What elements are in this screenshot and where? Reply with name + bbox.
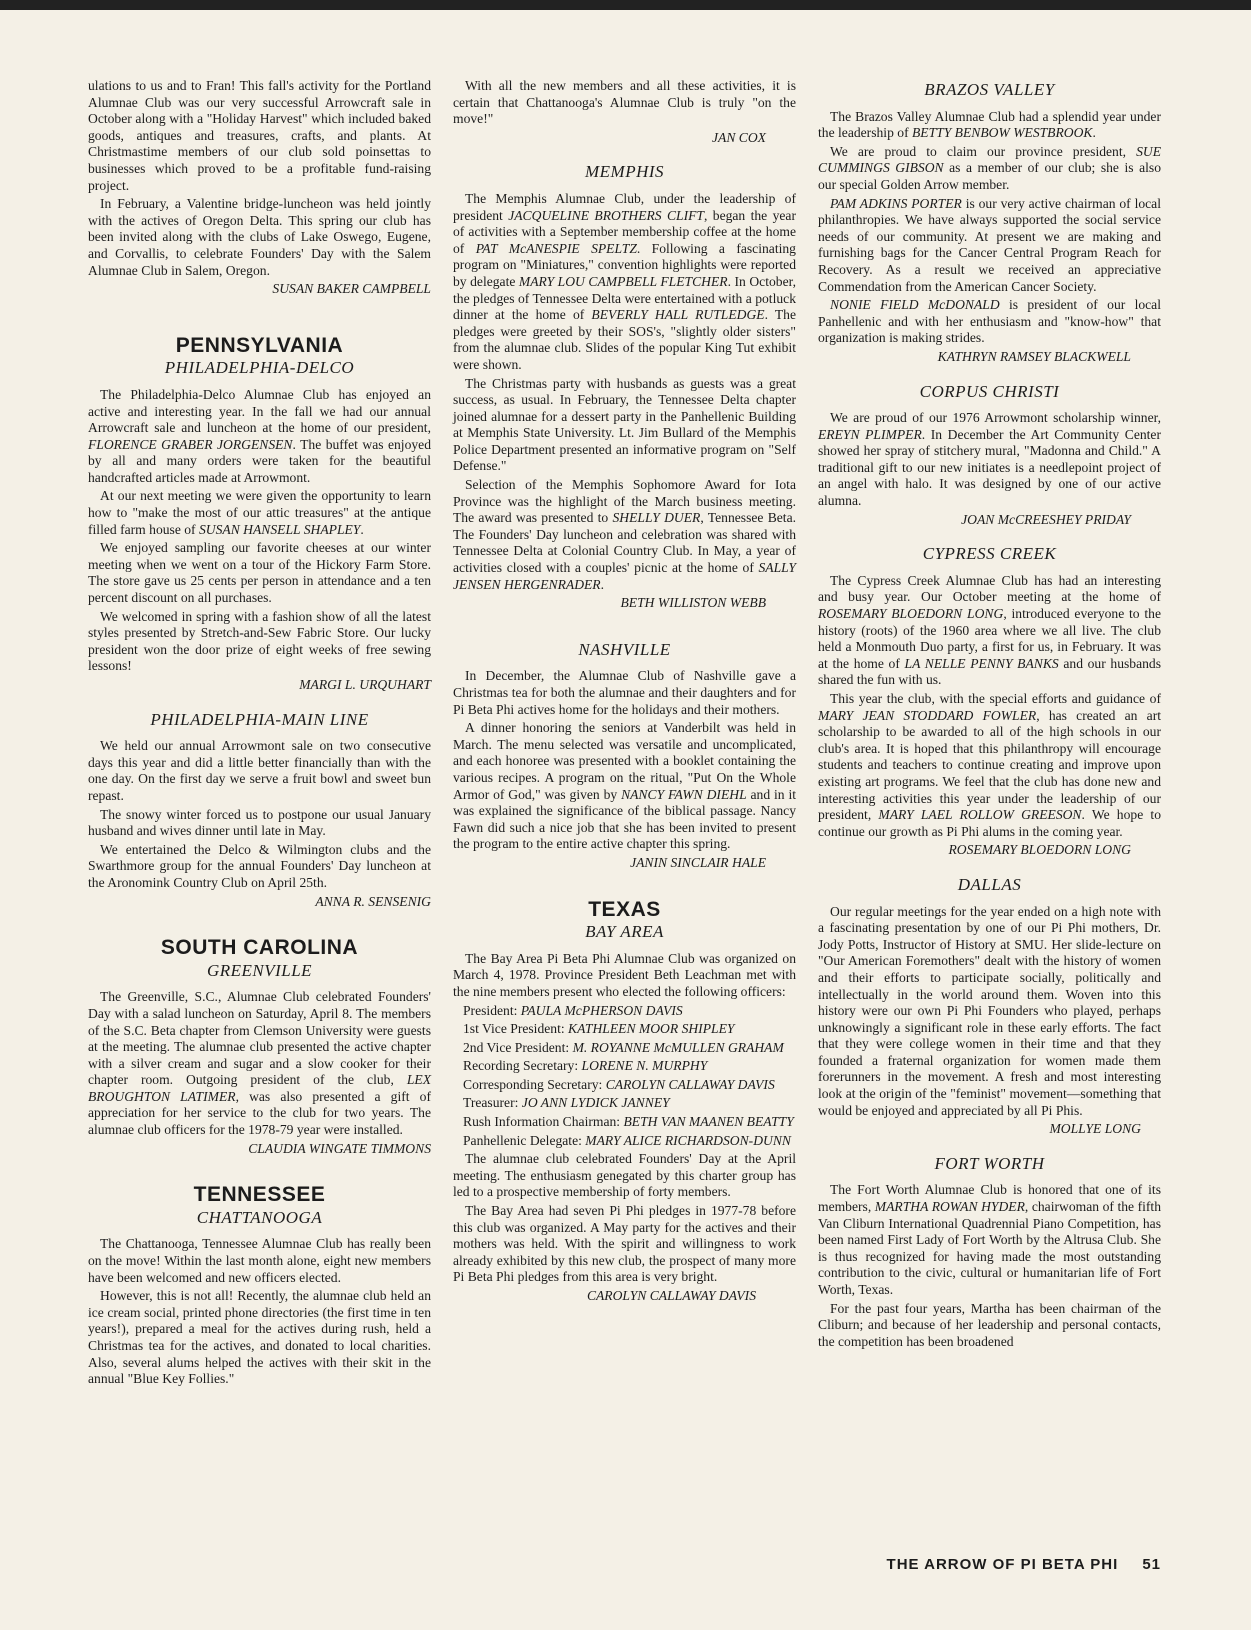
brazos-paragraph-1: The Brazos Valley Alumnae Club had a splendid year under the leadership of BETTY BENBOW WESTBROOK. [818, 108, 1161, 141]
nashville-paragraph-1: In December, the Alumnae Club of Nashville gave a Christmas tea for both the alumnae and their daughters and for Pi Beta Phi actives home for the holidays and their mothers. [453, 668, 796, 717]
page-number: 51 [1142, 1556, 1161, 1573]
delco-paragraph-2: At our next meeting we were given the opportunity to learn how to "make the most of our attic treasures" at the antique filled farm house of SUSAN HANSELL SHAPLEY. [88, 488, 431, 537]
delco-signature: MARGI L. URQUHART [299, 677, 431, 692]
greenville-paragraph: The Greenville, S.C., Alumnae Club celebrated Founders' Day with a salad luncheon on Saturday, April 8. The members of the S.C. Beta chapter from Clemson University were guests at the meeting. The alumnae club presented the active chapter with a silver cream and sugar and a slow cooker for their chapter room. Outgoing president of the club, LEX BROUGHTON LATIMER, was also presented a gift of appreciation for her service to the club for two years. The alumnae club officers for the 1978-79 year were installed. [88, 989, 431, 1138]
subheading-bay-area: BAY AREA [585, 922, 664, 942]
subheading-brazos-valley: BRAZOS VALLEY [924, 80, 1055, 99]
nashville-paragraph-2: A dinner honoring the seniors at Vanderbilt was held in March. The menu selected was versatile and uncomplicated, and each honoree was presented with a booklet containing the various recipes. A program on the ritual, "Put On the Whole Armor of God," was given by NANCY FAWN DIEHL and in it was explained the significance of the biblical passage. Nancy Fawn did such a nice job that she has been invited to present the program to the entire active chapter this spring. [453, 720, 796, 852]
memphis-paragraph-3: Selection of the Memphis Sophomore Award for Iota Province was the highlight of the March business meeting. The award was presented to SHELLY DUER, Tennessee Beta. The Founders' Day luncheon and celebration was shared with Tennessee Delta at Colonial Country Club. In May, a year of activities closed with a couples' picnic at the home of SALLY JENSEN HERGENRADER. [453, 477, 797, 592]
subheading-nashville: NASHVILLE [578, 639, 671, 659]
subheading-memphis: MEMPHIS [584, 162, 665, 182]
officer-treasurer: Treasurer: JO ANN LYDICK JANNEY [463, 1095, 670, 1111]
officer-rush-information-chairman: Rush Information Chairman: BETH VAN MAANEN BEATTY [463, 1114, 794, 1130]
fortworth-paragraph-2: For the past four years, Martha has been chairman of the Cliburn; and because of her leadership and personal contacts, the competition has been broadened [818, 1300, 1161, 1349]
officer-recording-secretary: Recording Secretary: LORENE N. MURPHY [463, 1058, 708, 1074]
subheading-greenville: GREENVILLE [206, 960, 313, 980]
brazos-signature: KATHRYN RAMSEY BLACKWELL [937, 348, 1131, 364]
officer-1st-vice-president: 1st Vice President: KATHLEEN MOOR SHIPLEY [463, 1021, 735, 1037]
delco-paragraph-1: The Philadelphia-Delco Alumnae Club has enjoyed an active and interesting year. In the fall we had our annual Arrowcraft sale and luncheon at the home of our president, FLORENCE GRABER JORGENSEN. The buffet was enjoyed by all and many orders were taken for the beautiful handcrafted articles made at Arrowmont. [88, 386, 432, 485]
mainline-paragraph-3: We entertained the Delco & Wilmington clubs and the Swarthmore group for the annual Founders' Day luncheon at the Aronomink Country Club on April 25th. [88, 841, 431, 890]
section-heading-pennsylvania: PENNSYLVANIA [175, 333, 344, 357]
delco-paragraph-4: We welcomed in spring with a fashion show of all the latest styles presented by Stretch-and-Sew Fabric Store. Our lucky president won the door prize of eight weeks of free sewing lessons! [88, 608, 431, 674]
dallas-paragraph: Our regular meetings for the year ended on a high note with a fascinating presentation by one of our Pi Phi mothers, Dr. Jody Potts, Instructor of History at SMU. Her slide-lecture on "Our American Foremothers" dealt with the history of women and their efforts to participate socially, politically and intellectually in the world around them. Woven into this history were our own Pi Phi Founders who played, perhaps unknowingly a significant role in these early efforts. The fact that they were college women in their time and that they founded a fraternal organization for women made them forerunners in the movement. A fresh and most interesting look at the origin of the "feminist" movement—something that would be enjoyed and appreciated by all Pi Phis. [818, 903, 1161, 1118]
mainline-paragraph-2: The snowy winter forced us to postpone our usual January husband and wives dinner until late in May. [88, 806, 431, 839]
subheading-philadelphia-delco: PHILADELPHIA-DELCO [164, 358, 355, 378]
bayarea-signature: CAROLYN CALLAWAY DAVIS [586, 1288, 756, 1303]
cypress-paragraph-1: The Cypress Creek Alumnae Club has had an interesting and busy year. Our October meeting at the home of ROSEMARY BLOEDORN LONG, introduced everyone to the history (roots) of the 1960 area where we all live. The club held a Monmouth Duo party, a first for us, in February. It was at the home of LA NELLE PENNY BANKS and our husbands shared the fun with us. [818, 572, 1162, 688]
subheading-philadelphia-main-line: PHILADELPHIA-MAIN LINE [150, 709, 369, 729]
memphis-signature: BETH WILLISTON WEBB [620, 595, 766, 611]
nashville-signature: JANIN SINCLAIR HALE [630, 854, 766, 870]
delco-paragraph-3: We enjoyed sampling our favorite cheeses at our winter meeting when we went on a tour of the Hickory Farm Store. The store gave us 25 cents per person in attendance and a ten percent discount on all purchases. [88, 540, 431, 606]
footer-title: THE ARROW OF PI BETA PHI [886, 1556, 1119, 1573]
chattanooga-paragraph-1: The Chattanooga, Tennessee Alumnae Club has really been on the move! Within the last month alone, eight new members have been welcomed and new officers elected. [88, 1236, 431, 1285]
officer-president: President: PAULA McPHERSON DAVIS [463, 1002, 683, 1018]
fortworth-paragraph-1: The Fort Worth Alumnae Club is honored that one of its members, MARTHA ROWAN HYDER, chairwoman of the fifth Van Cliburn International Quadrennial Piano Competition, has been named First Lady of Fort Worth by the Altrusa Club. She is thus recognized for having made the most outstanding contribution to the civic, cultural or humanitarian life of Fort Worth, Texas. [818, 1182, 1161, 1297]
subheading-corpus-christi: CORPUS CHRISTI [919, 381, 1060, 401]
chattanooga-signature: JAN COX [712, 129, 766, 145]
column-1 [88, 78, 431, 1390]
section-heading-south-carolina: SOUTH CAROLINA [160, 936, 359, 960]
column-3 [818, 78, 1161, 1352]
portland-signature: SUSAN BAKER CAMPBELL [272, 281, 431, 297]
chattanooga-paragraph-3: With all the new members and all these activities, it is certain that Chattanooga's Alumnae Club is truly "on the move!" [453, 78, 796, 127]
portland-paragraph-2: In February, a Valentine bridge-luncheon was held jointly with the actives of Oregon Delta. This spring our club has been invited along with the clubs of Lake Oswego, Eugene, and Corvallis, to celebrate Founders' Day with the Salem Alumnae Club in Salem, Oregon. [88, 196, 431, 278]
dallas-signature: MOLLYE LONG [1049, 1121, 1141, 1137]
bayarea-paragraph-1: The Bay Area Pi Beta Phi Alumnae Club was organized on March 4, 1978. Province President Beth Leachman met with the nine members present who elected the following officers: [453, 950, 796, 999]
officer-2nd-vice-president: 2nd Vice President: M. ROYANNE McMULLEN GRAHAM [463, 1039, 784, 1055]
officer-corresponding-secretary: Corresponding Secretary: CAROLYN CALLAWAY DAVIS [463, 1076, 775, 1092]
section-heading-texas: TEXAS [588, 897, 661, 921]
greenville-signature: CLAUDIA WINGATE TIMMONS [248, 1140, 431, 1156]
brazos-paragraph-3: PAM ADKINS PORTER is our very active chairman of local philanthropies. We have always supported the social service needs of our community. At present we are making and furnishing bags for the Cancer Central Program Reach for Recovery. As a result we received an appreciative Commendation from the American Cancer Society. [818, 195, 1161, 294]
subheading-chattanooga: CHATTANOOGA [196, 1207, 323, 1227]
subheading-dallas: DALLAS [957, 874, 1022, 894]
section-heading-tennessee: TENNESSEE [193, 1183, 326, 1207]
mainline-paragraph-1: We held our annual Arrowmont sale on two consecutive days this year and did a little better financially than with the one day. On the first day we serve a fruit bowl and sweet bun repast. [88, 738, 431, 803]
bayarea-paragraph-2: The alumnae club celebrated Founders' Day at the April meeting. The enthusiasm genegated by this charter group has led to a prospective membership of forty members. [453, 1151, 796, 1200]
subheading-fort-worth: FORT WORTH [934, 1153, 1045, 1173]
chattanooga-paragraph-2: However, this is not all! Recently, the alumnae club held an ice cream social, printed phone directories (the first time in ten years!), prepared a meal for the actives during rush, held a Christmas tea for the actives, and donated to local charities. Also, several alums helped the actives with their skit in the annual "Blue Key Follies." [88, 1288, 431, 1387]
corpus-paragraph: We are proud of our 1976 Arrowmont scholarship winner, EREYN PLIMPER. In December the Art Community Center showed her spray of stitchery mural, "Madonna and Child." A traditional gift to our new initiates is a needlepoint project of an angel with halo. It was designed by one of our active alumna. [818, 410, 1161, 509]
cypress-paragraph-2: This year the club, with the special efforts and guidance of MARY JEAN STODDARD FOWLER, has created an art scholarship to be awarded to all of the high schools in our club's area. It is hoped that this philanthropy will encourage students and teachers to continue creating and improve upon existing art programs. We feel that the club has done new and interesting activities this year under the leadership of our president, MARY LAEL ROLLOW GREESON. We hope to continue our growth as Pi Phi alums in the coming year. [818, 691, 1162, 839]
brazos-paragraph-4: NONIE FIELD McDONALD is president of our local Panhellenic and with her enthusiasm and "know-how" that organization is making strides. [818, 297, 1161, 346]
cypress-signature: ROSEMARY BLOEDORN LONG [948, 842, 1131, 858]
page-footer [818, 1556, 1161, 1573]
portland-paragraph: ulations to us and to Fran! This fall's activity for the Portland Alumnae Club was our very successful Arrowcraft sale in October along with a "Holiday Harvest" which included baked goods, antiques and treasures, crafts, and plants. At Christmastime members of our club sold poinsettas to businesses which proved to be a profitable fund-raising project. [88, 78, 431, 193]
memphis-paragraph-2: The Christmas party with husbands as guests was a great success, as usual. In February, the Tennessee Delta chapter joined alumnae for a dessert party in the Panhellenic Building at Memphis State University. Lt. Jim Bullard of the Memphis Police Department presented an informative program on "Self Defense." [453, 375, 796, 474]
page-top-border [0, 0, 1251, 10]
mainline-signature: ANNA R. SENSENIG [315, 893, 431, 909]
column-2 [453, 78, 796, 1309]
bayarea-paragraph-3: The Bay Area had seven Pi Phi pledges in 1977-78 before this club was organized. A May party for the actives and their mothers was held. With the spirit and willingness to work already exhibited by this new club, the prospect of many more Pi Beta Phi pledges from this area is very bright. [453, 1203, 796, 1285]
officer-panhellenic-delegate: Panhellenic Delegate: MARY ALICE RICHARDSON-DUNN [463, 1132, 791, 1148]
brazos-paragraph-2: We are proud to claim our province president, SUE CUMMINGS GIBSON as a member of our club; she is also our special Golden Arrow member. [818, 143, 1161, 192]
subheading-cypress-creek: CYPRESS CREEK [922, 544, 1057, 564]
memphis-paragraph-1: The Memphis Alumnae Club, under the leadership of president JACQUELINE BROTHERS CLIFT, began the year of activities with a September membership coffee at the home of PAT McANESPIE SPELTZ. Following a fascinating program on "Miniatures," convention highlights were reported by delegate MARY LOU CAMPBELL FLETCHER. In October, the pledges of Tennessee Delta were entertained with a potluck dinner at the home of BEVERLY HALL RUTLEDGE. The pledges were greeted by their SOS's, "slightly older sisters" from the alumnae club. Slides of the popular King Tut exhibit were shown. [453, 190, 796, 372]
corpus-signature: JOAN McCREESHEY PRIDAY [961, 511, 1131, 527]
